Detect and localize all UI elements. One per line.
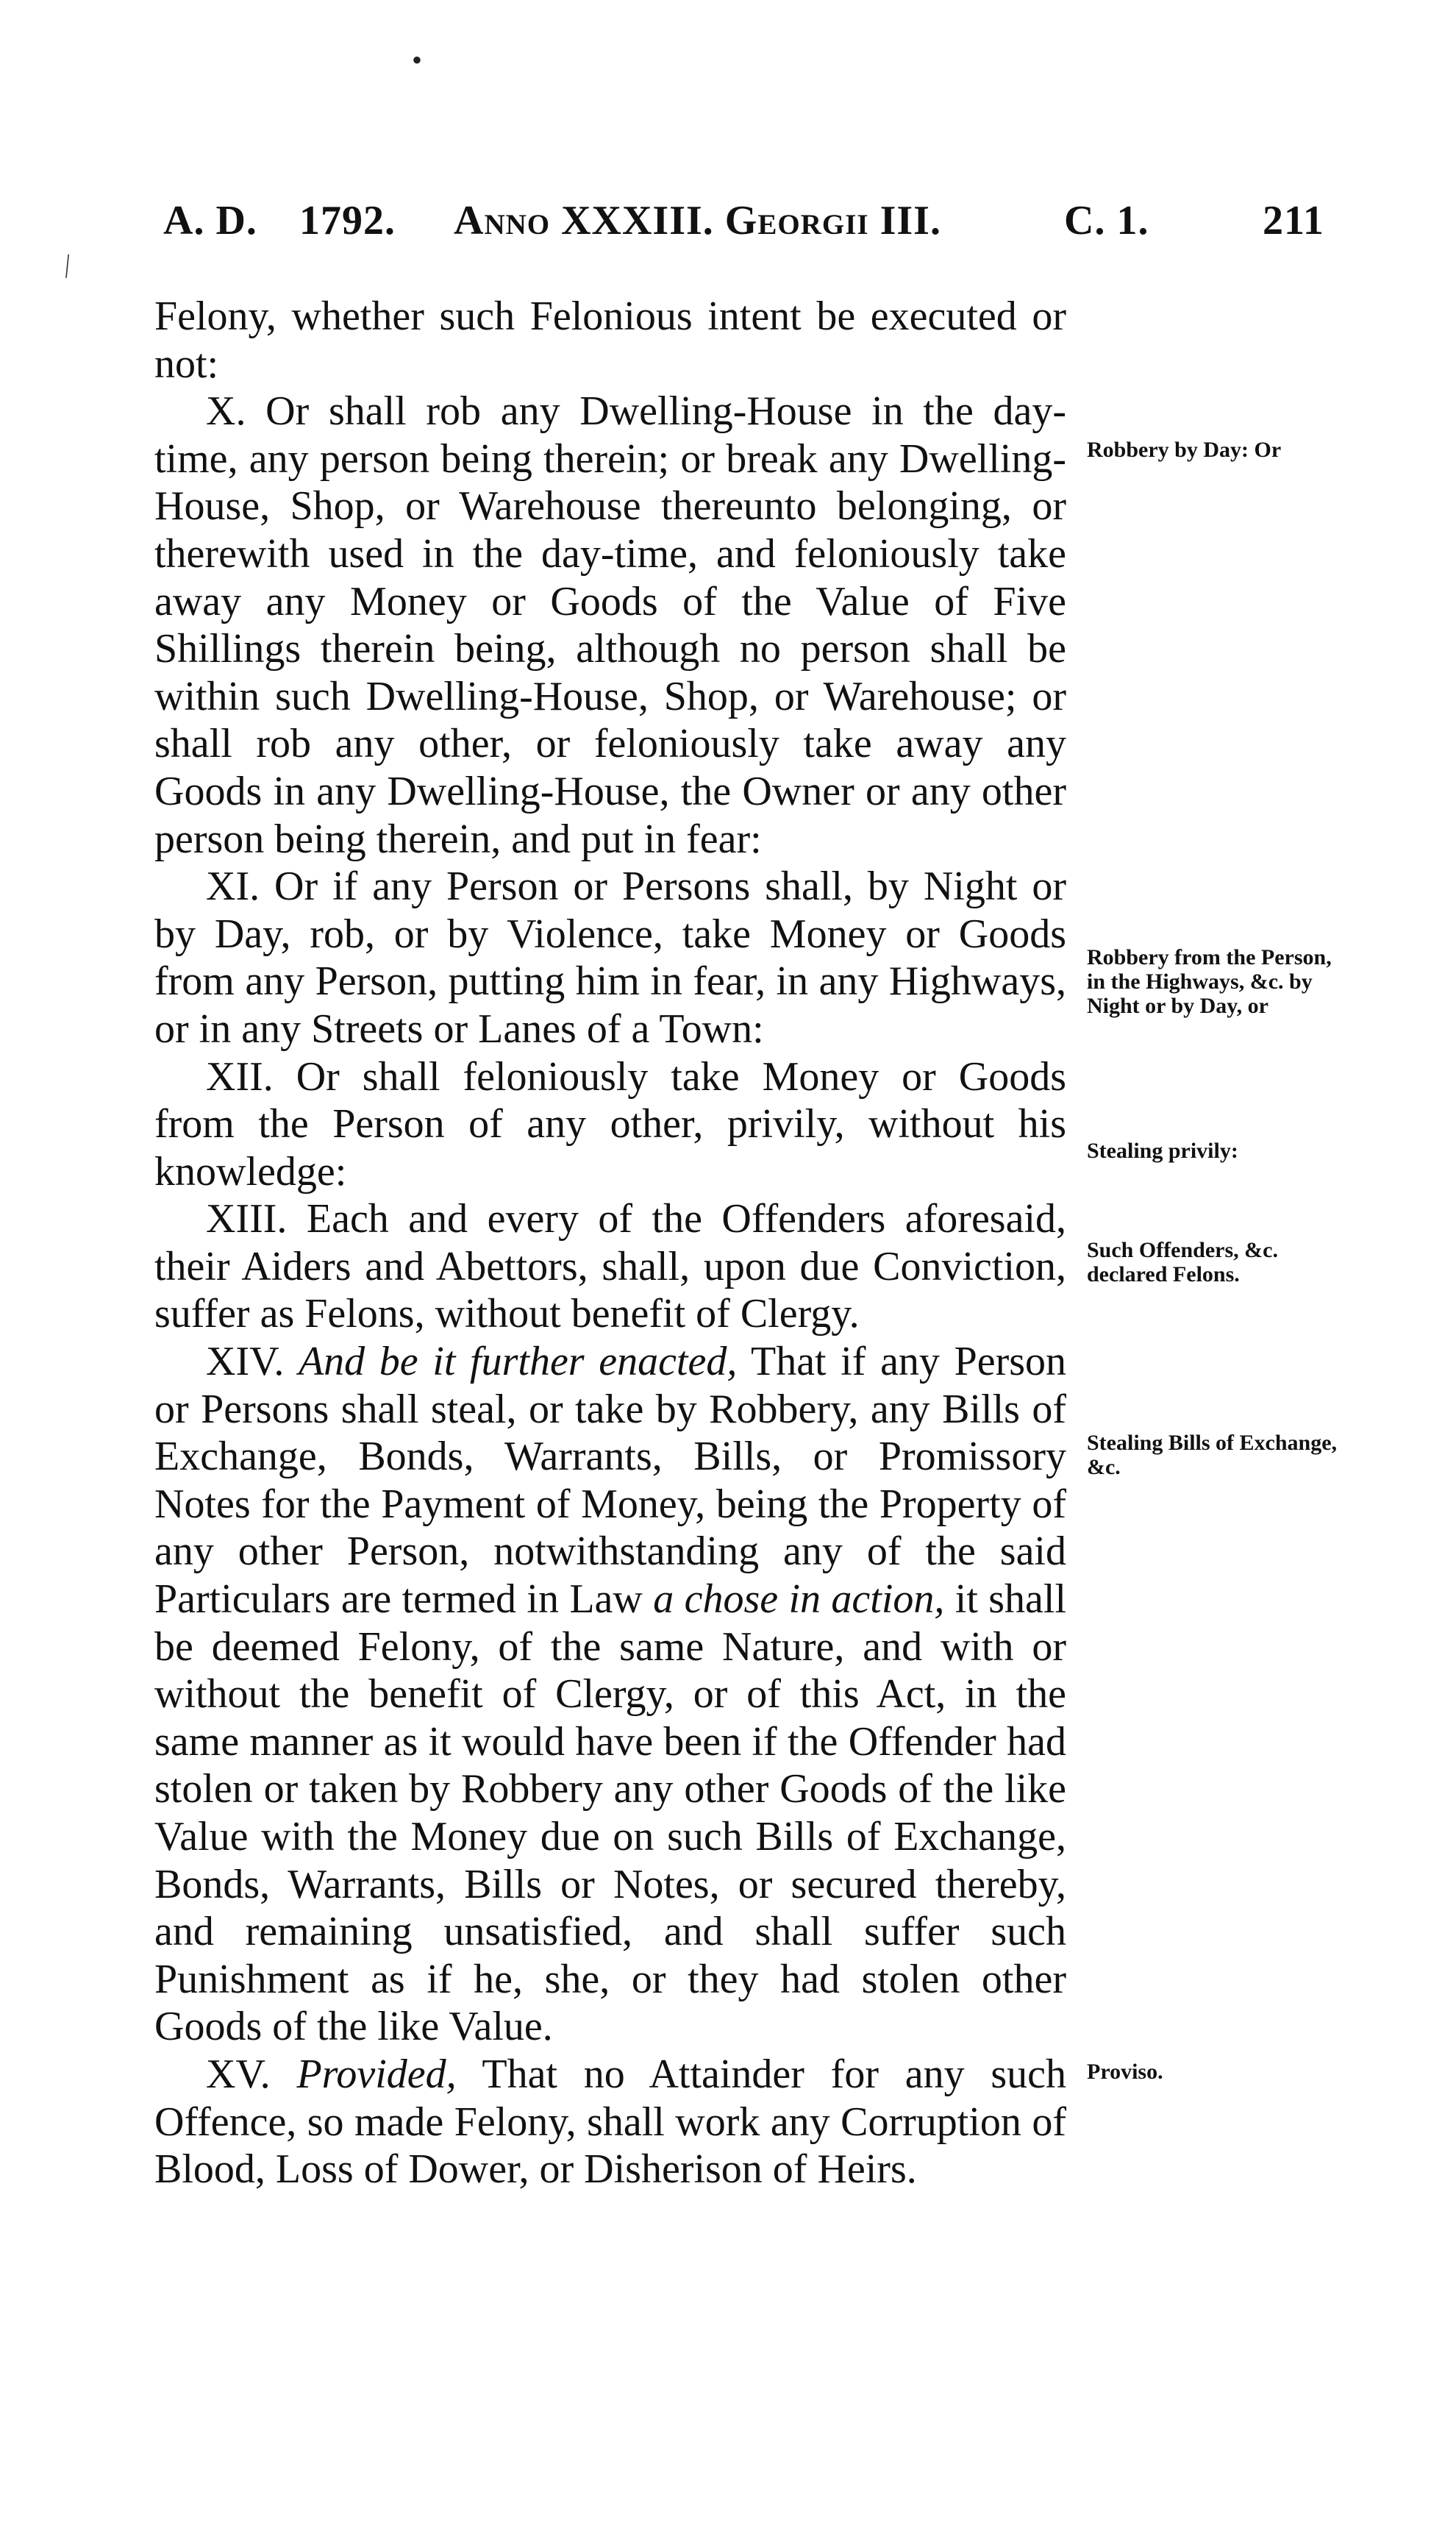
margin-note-stealing-privily: Stealing privily:	[1087, 1139, 1238, 1163]
section-xv	[154, 2051, 1066, 2193]
section-text: That no Attainder for any such Offence, so made Felony, shall work any Corruption of Blood, Loss of Dower, or Disherison of Heirs.	[154, 2051, 1066, 2193]
enacting-clause: And be it further enacted,	[298, 1339, 738, 1385]
margin-note-robbery-by-day: Robbery by Day: Or	[1087, 438, 1282, 462]
paragraph-felony-continuation: Felony, whether such Felonious intent be executed or not:	[154, 293, 1066, 387]
header-regnal-year: Anno XXXIII. Georgii III.	[454, 198, 941, 243]
margin-note-offenders-felons: Such Offenders, &c. declared Felons.	[1087, 1238, 1278, 1286]
section-xii	[154, 1053, 1066, 1196]
page-number: 211	[1263, 198, 1324, 243]
running-header	[163, 197, 1336, 263]
section-number: XII.	[206, 1053, 274, 1100]
section-number: XV.	[206, 2051, 271, 2097]
printing-speck: •	[412, 43, 423, 76]
section-text-continued: it shall be deemed Felony, of the same Nature, and with or without the benefit of Clergy, or of this Act, in the same manner as it would have been if the Offender had stolen or taken by Robbery any other Goods of the like Value with the Money due on such Bills of Exchange, Bonds, Warrants, Bills or Notes, or secured thereby, and remaining unsatisfied, and shall suffer such Punishment as if he, she, or they had stolen other Goods of the like Value.	[154, 1576, 1067, 2050]
margin-note-proviso: Proviso.	[1087, 2060, 1163, 2084]
section-xiv	[154, 1338, 1066, 2051]
header-ad: A. D.	[163, 198, 257, 243]
margin-note-stealing-bills: Stealing Bills of Exchange, &c.	[1087, 1431, 1338, 1479]
header-year: 1792.	[299, 198, 396, 243]
section-text: That if any Person or Persons shall steal, or take by Robbery, any Bills of Exchange, Bonds, Warrants, Bills, or Promissory Notes for the Payment of Money, being the Property of any other Person, notwithstanding any of the said Particulars are termed in Law	[154, 1339, 1067, 1623]
section-text: Or shall feloniously take Money or Goods from the Person of any other, privily, without his knowledge:	[154, 1053, 1066, 1195]
section-xi	[154, 863, 1066, 1053]
section-x	[154, 388, 1066, 863]
stray-pen-mark: ⁄	[57, 250, 78, 282]
margin-note-robbery-from-person: Robbery from the Person, in the Highways, &c. by Night or by Day, or	[1087, 945, 1332, 1018]
latin-term: a chose in action,	[653, 1576, 945, 1623]
section-text: Or if any Person or Persons shall, by Night or by Day, rob, or by Violence, take Money or Goods from any Person, putting him in fear, in any Highways, or in any Streets or Lanes of a Town:	[154, 864, 1067, 1052]
proviso-clause: Provided,	[296, 2051, 457, 2097]
section-number: XIV.	[206, 1339, 285, 1385]
section-text: Or shall rob any Dwelling-House in the day-time, any person being therein; or break any Dwelling-House, Shop, or Warehouse thereunto belonging, or therewith used in the day-time, and feloniously take away any Money or Goods of the Value of Five Shillings therein being, although no person shall be within such Dwelling-House, Shop, or Warehouse; or shall rob any other, or feloniously take away any Goods in any Dwelling-House, the Owner or any other person being therein, and put in fear:	[154, 388, 1066, 862]
section-number: X.	[206, 388, 246, 435]
section-text: Each and every of the Offenders aforesaid, their Aiders and Abettors, shall, upon due Conviction, suffer as Felons, without benefit of Clergy.	[154, 1196, 1067, 1337]
statute-body	[154, 293, 1066, 2193]
section-xiii	[154, 1195, 1066, 1338]
section-number: XIII.	[206, 1196, 288, 1242]
section-number: XI.	[206, 864, 260, 910]
header-chapter: C. 1.	[1064, 198, 1149, 243]
